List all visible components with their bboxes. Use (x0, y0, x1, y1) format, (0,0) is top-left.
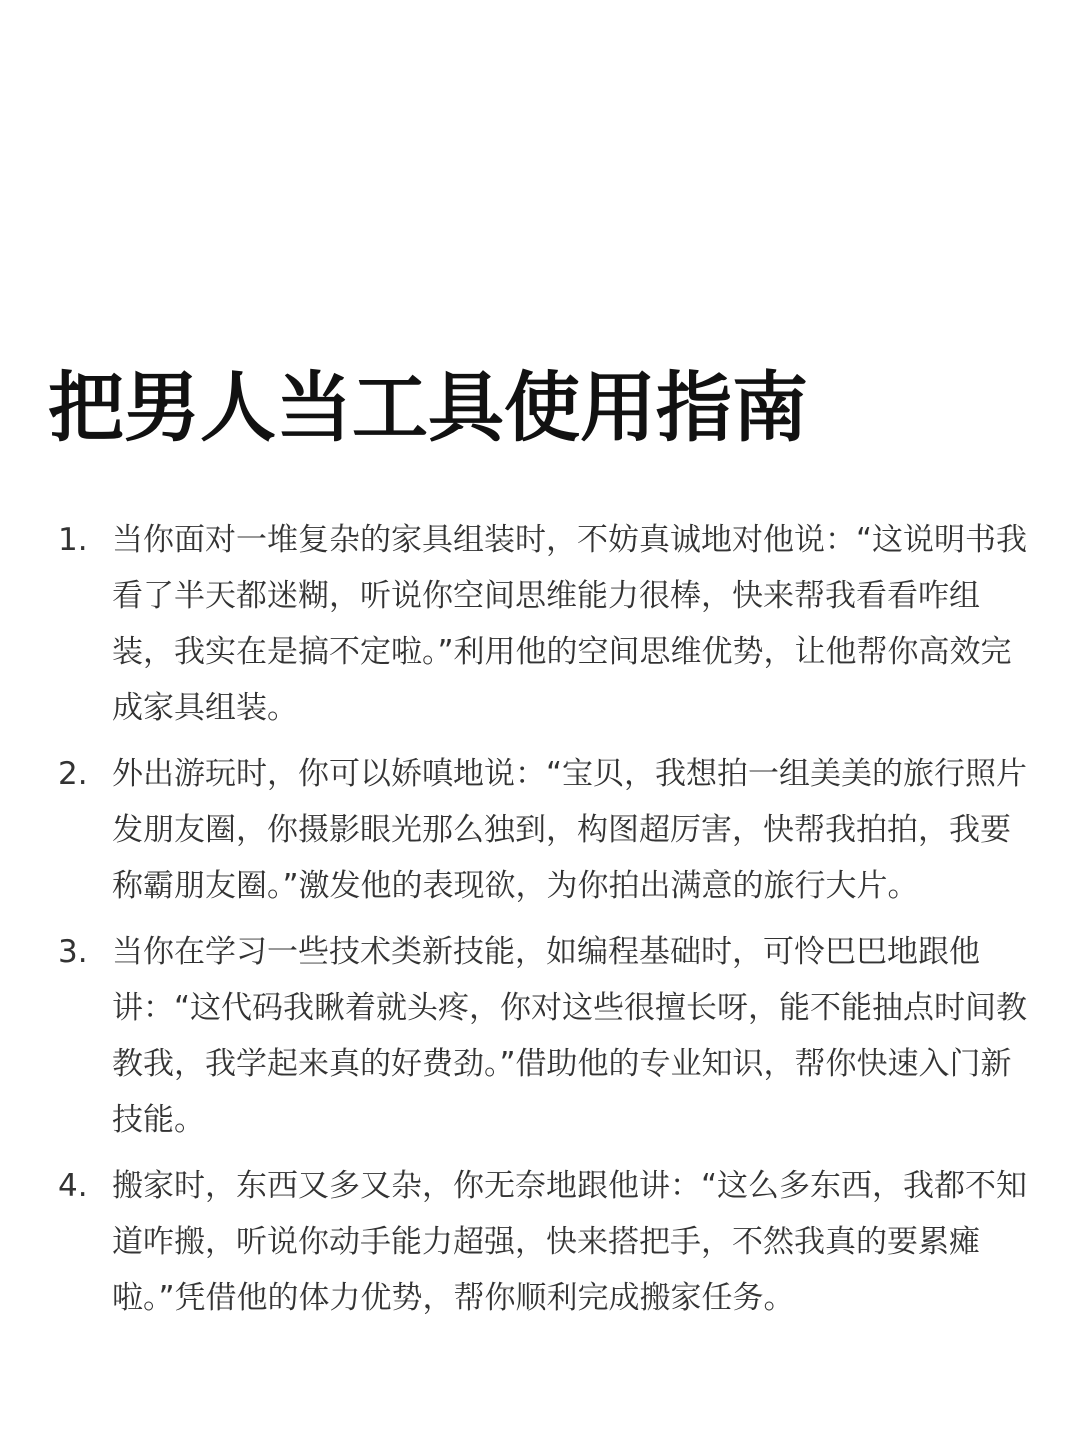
list-item-text: 当你面对一堆复杂的家具组装时，不妨真诚地对他说：“这说明书我看了半天都迷糊，听说你空间思维能力很棒，快来帮我看看咋组装，我实在是搞不定啦。”利用他的空间思维优势，让他帮你高效完成家具组装。 (112, 522, 1028, 726)
list-item-number: 1. (58, 522, 88, 558)
list-item-number: 2. (58, 756, 88, 792)
guide-list (58, 512, 1030, 1336)
list-item (58, 512, 1030, 736)
list-item-number: 4. (58, 1168, 88, 1204)
page-title: 把男人当工具使用指南 (48, 363, 808, 452)
list-item (58, 924, 1030, 1148)
list-item-number: 3. (58, 934, 88, 970)
list-item-text: 外出游玩时，你可以娇嗔地说：“宝贝，我想拍一组美美的旅行照片发朋友圈，你摄影眼光那么独到，构图超厉害，快帮我拍拍，我要称霸朋友圈。”激发他的表现欲，为你拍出满意的旅行大片。 (112, 756, 1028, 904)
list-item (58, 1158, 1030, 1326)
list-item-text: 当你在学习一些技术类新技能，如编程基础时，可怜巴巴地跟他讲：“这代码我瞅着就头疼，你对这些很擅长呀，能不能抽点时间教教我，我学起来真的好费劲。”借助他的专业知识，帮你快速入门新技能。 (112, 934, 1028, 1138)
list-item-text: 搬家时，东西又多又杂，你无奈地跟他讲：“这么多东西，我都不知道咋搬，听说你动手能力超强，快来搭把手，不然我真的要累瘫啦。”凭借他的体力优势，帮你顺利完成搬家任务。 (112, 1168, 1028, 1316)
list-item (58, 746, 1030, 914)
